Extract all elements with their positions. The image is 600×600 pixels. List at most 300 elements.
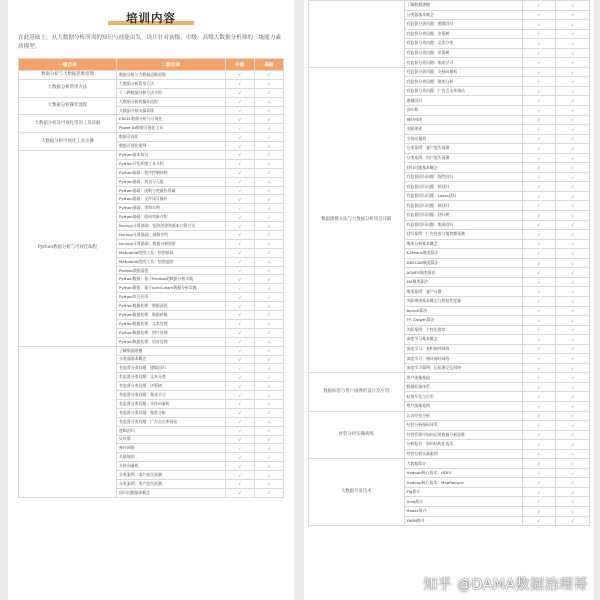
subtopic-cell: 大数据分析的操作流程 [117, 97, 226, 106]
subtopic-cell: 大数据简介 [404, 459, 522, 469]
intermediate-check: √ [522, 354, 556, 364]
intermediate-check: √ [225, 97, 254, 106]
header-intermediate: 中级 [225, 59, 254, 71]
advanced-check: √ [254, 195, 283, 204]
subtopic-cell: 分类器基本概念 [117, 355, 226, 364]
intermediate-check: √ [522, 306, 556, 316]
subtopic-cell: 分类案例：客户流失预测 [404, 144, 522, 154]
subtopic-cell: 有监督回归问题：集成回归 [404, 220, 522, 230]
advanced-check: √ [556, 401, 590, 411]
advanced-check: √ [254, 106, 283, 115]
advanced-check: √ [556, 1, 590, 11]
intermediate-check: √ [522, 449, 556, 459]
intermediate-check: √ [522, 296, 556, 306]
advanced-check: √ [556, 363, 590, 373]
subtopic-cell: 数据可视化 [117, 133, 226, 142]
intermediate-check: √ [225, 115, 254, 124]
intermediate-check: √ [225, 399, 254, 408]
intermediate-check: √ [225, 71, 254, 80]
subtopic-cell: 有监督分类问题：决策树 [404, 29, 522, 39]
subtopic-cell: 关联案例：个性化推荐 [404, 325, 522, 335]
subtopic-cell: 有监督分类问题：逻辑回归 [404, 20, 522, 30]
subtopic-cell: 关联规则 [404, 125, 522, 135]
table-row [19, 71, 284, 80]
subtopic-cell: Numpy计算基础：矩阵创建和基本计算方式 [117, 222, 226, 231]
intermediate-check: √ [522, 325, 556, 335]
advanced-check: √ [254, 382, 283, 391]
advanced-check: √ [254, 302, 283, 311]
subtopic-cell: FP-Growth算法 [404, 316, 522, 326]
advanced-check: √ [254, 124, 283, 133]
intermediate-check: √ [522, 67, 556, 77]
subtopic-cell: Python基本知识 [117, 151, 226, 160]
subtopic-cell: 有监督回归问题：回归树 [404, 211, 522, 221]
subtopic-cell: 分类案例：用户流失预测 [117, 479, 226, 488]
intermediate-check: √ [522, 77, 556, 87]
advanced-check: √ [556, 249, 590, 259]
intermediate-check: √ [522, 39, 556, 49]
intermediate-check: √ [522, 401, 556, 411]
subtopic-cell: DBSCAN聚类算法 [404, 258, 522, 268]
intermediate-check: √ [522, 211, 556, 221]
advanced-check: √ [254, 168, 283, 177]
advanced-check: √ [254, 142, 283, 151]
advanced-check: √ [254, 471, 283, 480]
intermediate-check: √ [522, 506, 556, 516]
category-cell: Python数据分析与可视化编程 [19, 151, 117, 347]
advanced-check: √ [556, 296, 590, 306]
intermediate-check: √ [522, 191, 556, 201]
intermediate-check: √ [225, 79, 254, 88]
subtopic-cell: Hive简介 [404, 497, 522, 507]
advanced-check: √ [254, 417, 283, 426]
subtopic-cell: 有监督分类问题：文本分类 [117, 373, 226, 382]
advanced-check: √ [254, 373, 283, 382]
intermediate-check: √ [225, 257, 254, 266]
subtopic-cell: Python基础：面向对象介绍 [117, 213, 226, 222]
advanced-check: √ [556, 106, 590, 116]
advanced-check: √ [556, 468, 590, 478]
intermediate-check: √ [522, 48, 556, 58]
subtopic-cell: 神经网络 [117, 444, 226, 453]
intermediate-check: √ [522, 497, 556, 507]
advanced-check: √ [254, 453, 283, 462]
intermediate-check: √ [225, 328, 254, 337]
subtopic-cell: 数据标签体系 [404, 382, 522, 392]
subtopic-cell: 了解数据建模 [404, 1, 522, 11]
subtopic-cell: 深度学习基本概念 [404, 335, 522, 345]
advanced-check: √ [254, 328, 283, 337]
page-heading: 培训内容 [126, 11, 176, 25]
advanced-check: √ [254, 213, 283, 222]
advanced-check: √ [556, 220, 590, 230]
intermediate-check: √ [225, 355, 254, 364]
advanced-check: √ [556, 182, 590, 192]
subtopic-cell: Python综合应用 [117, 293, 226, 302]
table-row [19, 97, 284, 106]
advanced-check: √ [556, 430, 590, 440]
subtopic-cell: Python数据处理：数据清洗 [117, 302, 226, 311]
advanced-check: √ [254, 444, 283, 453]
subtopic-cell: Python基础：文件读写操作 [117, 195, 226, 204]
advanced-check: √ [254, 462, 283, 471]
subtopic-cell: 关联规则 [117, 453, 226, 462]
category-cell: 数据建模方法与大数据分析项目详解 [309, 67, 405, 373]
subtopic-cell: Hadoop核心技术：HDFS [404, 468, 522, 478]
intermediate-check: √ [225, 88, 254, 97]
intermediate-check: √ [225, 231, 254, 240]
intermediate-check: √ [225, 408, 254, 417]
intermediate-check: √ [522, 344, 556, 354]
subtopic-cell: 有监督分类问题：文本分类 [404, 39, 522, 49]
advanced-check: √ [254, 133, 283, 142]
advanced-check: √ [556, 487, 590, 497]
subtopic-cell: 有监督回归问题：核回归 [404, 201, 522, 211]
advanced-check: √ [556, 506, 590, 516]
advanced-check: √ [556, 163, 590, 173]
right-document-page [304, 0, 594, 600]
subtopic-cell: 十二种数据分析方法介绍 [117, 88, 226, 97]
intermediate-check: √ [225, 488, 254, 497]
watermark: 知乎 @DAMA数据治理哥 [423, 577, 588, 593]
advanced-check: √ [556, 10, 590, 20]
intermediate-check: √ [225, 168, 254, 177]
table-header-row [19, 59, 284, 71]
intermediate-check: √ [522, 277, 556, 287]
advanced-check: √ [556, 125, 590, 135]
subtopic-cell: Power BI数据可视化工具 [117, 124, 226, 133]
subtopic-cell: 分类案例：用户流失预测 [404, 153, 522, 163]
advanced-check: √ [556, 230, 590, 240]
advanced-check: √ [556, 335, 590, 345]
intermediate-check: √ [225, 133, 254, 142]
subtopic-cell: Numpy计算基础：函数介绍 [117, 231, 226, 240]
advanced-check: √ [556, 325, 590, 335]
intermediate-check: √ [522, 220, 556, 230]
intermediate-check: √ [225, 382, 254, 391]
intermediate-check: √ [225, 417, 254, 426]
intermediate-check: √ [225, 213, 254, 222]
intermediate-check: √ [225, 391, 254, 400]
intermediate-check: √ [225, 293, 254, 302]
subtopic-cell: 分析报告：如何结构化表达 [404, 440, 522, 450]
advanced-check: √ [254, 79, 283, 88]
intermediate-check: √ [522, 58, 556, 68]
heading-area [8, 0, 294, 30]
category-cell: 大数据开发技术 [309, 459, 405, 526]
intermediate-check: √ [225, 177, 254, 186]
intermediate-check: √ [522, 29, 556, 39]
subtopic-cell: 支持向量机 [117, 462, 226, 471]
subtopic-cell: Matplotlib绘图工具：绘图进阶 [117, 257, 226, 266]
advanced-check: √ [254, 488, 283, 497]
advanced-check: √ [556, 258, 590, 268]
advanced-check: √ [556, 29, 590, 39]
advanced-check: √ [556, 411, 590, 421]
subtopic-cell: Python基础：列表与元组 [117, 177, 226, 186]
intermediate-check: √ [225, 426, 254, 435]
subtopic-cell: 数据分析与大数据思维原理 [117, 71, 226, 80]
advanced-check: √ [556, 153, 590, 163]
subtopic-cell: Python数据处理：文本处理 [117, 319, 226, 328]
subtopic-cell: 用户画像案例 [404, 401, 522, 411]
subtopic-cell: 有监督分类问题：决策树 [404, 48, 522, 58]
advanced-check: √ [254, 337, 283, 346]
header-level2: 二级目录 [117, 59, 226, 71]
advanced-check: √ [254, 177, 283, 186]
advanced-check: √ [556, 316, 590, 326]
advanced-check: √ [254, 399, 283, 408]
intermediate-check: √ [225, 204, 254, 213]
advanced-check: √ [254, 115, 283, 124]
subtopic-cell: Matplotlib绘图工具：绘图基础 [117, 248, 226, 257]
category-cell: 大数据分析常用方法 [19, 79, 117, 97]
intermediate-check: √ [522, 335, 556, 345]
subtopic-cell: 经营分析实战案例 [404, 449, 522, 459]
intermediate-check: √ [522, 316, 556, 326]
intermediate-check: √ [225, 239, 254, 248]
intermediate-check: √ [225, 222, 254, 231]
intermediate-check: √ [225, 124, 254, 133]
advanced-check: √ [254, 204, 283, 213]
subtopic-cell: 有监督分类问题：广告点击率预估 [404, 86, 522, 96]
advanced-check: √ [254, 186, 283, 195]
advanced-check: √ [556, 67, 590, 77]
intermediate-check: √ [522, 144, 556, 154]
advanced-check: √ [254, 293, 283, 302]
advanced-check: √ [254, 159, 283, 168]
subtopic-cell: 用户画像基础 [404, 373, 522, 383]
intermediate-check: √ [225, 106, 254, 115]
intermediate-check: √ [225, 319, 254, 328]
intermediate-check: √ [522, 115, 556, 125]
intermediate-check: √ [225, 186, 254, 195]
intermediate-check: √ [225, 159, 254, 168]
subtopic-cell: 有监督分类问题：支持向量机 [404, 67, 522, 77]
intermediate-check: √ [225, 435, 254, 444]
intermediate-check: √ [225, 364, 254, 373]
intermediate-check: √ [225, 151, 254, 160]
advanced-check: √ [254, 275, 283, 284]
subtopic-cell: Python数据处理：语音处理 [117, 337, 226, 346]
advanced-check: √ [254, 239, 283, 248]
advanced-check: √ [556, 77, 590, 87]
advanced-check: √ [254, 426, 283, 435]
advanced-check: √ [556, 39, 590, 49]
advanced-check: √ [556, 516, 590, 526]
category-cell: 大数据分析及可视化常用工具详解 [19, 115, 117, 133]
advanced-check: √ [254, 479, 283, 488]
advanced-check: √ [556, 58, 590, 68]
subtopic-cell: 经营分析指标体系 [404, 421, 522, 431]
subtopic-cell: 回归案例：广告投放与销售额预测 [404, 230, 522, 240]
intermediate-check: √ [522, 440, 556, 450]
advanced-check: √ [556, 96, 590, 106]
subtopic-cell: 关联规则基本概念与相似性度量 [404, 296, 522, 306]
subtopic-cell: 有监督分类问题：聚类分析 [117, 408, 226, 417]
advanced-check: √ [556, 421, 590, 431]
subtopic-cell: 大数据分析实操训练 [117, 106, 226, 115]
table-row [19, 151, 284, 160]
curriculum-table-left [18, 58, 284, 498]
advanced-check: √ [556, 382, 590, 392]
category-cell: 数据标签与用户画像的设计及应用 [309, 373, 405, 411]
subtopic-cell: YARN简介 [404, 516, 522, 526]
intermediate-check: √ [522, 268, 556, 278]
intermediate-check: √ [522, 1, 556, 11]
advanced-check: √ [254, 257, 283, 266]
advanced-check: √ [556, 306, 590, 316]
intermediate-check: √ [522, 363, 556, 373]
advanced-check: √ [556, 144, 590, 154]
intermediate-check: √ [522, 153, 556, 163]
subtopic-cell: Pig简介 [404, 487, 522, 497]
advanced-check: √ [556, 86, 590, 96]
advanced-check: √ [556, 268, 590, 278]
advanced-check: √ [556, 373, 590, 383]
category-cell [19, 346, 117, 497]
advanced-check: √ [254, 364, 283, 373]
subtopic-cell: 贝叶斯 [404, 106, 522, 116]
subtopic-cell: Hadoop核心技术：MapReduce [404, 478, 522, 488]
advanced-check: √ [556, 449, 590, 459]
intermediate-check: √ [522, 163, 556, 173]
advanced-check: √ [254, 231, 283, 240]
subtopic-cell: Python基础：函数与变量作用域 [117, 186, 226, 195]
advanced-check: √ [556, 392, 590, 402]
advanced-check: √ [254, 355, 283, 364]
category-cell: 大数据分析可视化工具实操 [19, 133, 117, 151]
intermediate-check: √ [225, 337, 254, 346]
advanced-check: √ [254, 266, 283, 275]
subtopic-cell: 逻辑回归 [404, 96, 522, 106]
intermediate-check: √ [522, 201, 556, 211]
intermediate-check: √ [522, 125, 556, 135]
subtopic-cell: 聚类案例：客户分群 [404, 287, 522, 297]
category-cell: 数据分析与大数据思维原理 [19, 71, 117, 80]
subtopic-cell: 有监督分类问题：广告点击率预估 [117, 417, 226, 426]
intermediate-check: √ [522, 382, 556, 392]
intermediate-check: √ [225, 302, 254, 311]
advanced-check: √ [556, 440, 590, 450]
intermediate-check: √ [522, 249, 556, 259]
subtopic-cell: 回归问题基本概念 [117, 488, 226, 497]
advanced-check: √ [556, 134, 590, 144]
advanced-check: √ [556, 211, 590, 221]
subtopic-cell: Numpy计算基础：数据分析进阶 [117, 239, 226, 248]
subtopic-cell: 标签开发与应用 [404, 392, 522, 402]
header-level1: 一级目录 [19, 59, 117, 71]
subtopic-cell: AGNES聚类算法 [404, 268, 522, 278]
intermediate-check: √ [522, 421, 556, 431]
subtopic-cell: Python开发环境工具介绍 [117, 159, 226, 168]
advanced-check: √ [254, 319, 283, 328]
curriculum-table-right [308, 0, 590, 526]
advanced-check: √ [556, 354, 590, 364]
intermediate-check: √ [225, 444, 254, 453]
subtopic-cell: Python数据处理：图片处理 [117, 328, 226, 337]
intermediate-check: √ [522, 287, 556, 297]
intermediate-check: √ [225, 195, 254, 204]
advanced-check: √ [254, 408, 283, 417]
intermediate-check: √ [225, 248, 254, 257]
subtopic-cell: 有监督回归问题：线性回归 [404, 172, 522, 182]
intermediate-check: √ [225, 462, 254, 471]
intermediate-check: √ [522, 182, 556, 192]
table-row [309, 1, 590, 11]
category-cell [309, 1, 405, 68]
advanced-check: √ [254, 284, 283, 293]
table-row [309, 67, 590, 77]
subtopic-cell: 分类案例：客户流失预测 [117, 471, 226, 480]
intermediate-check: √ [522, 430, 556, 440]
advanced-check: √ [556, 20, 590, 30]
subtopic-cell: 有监督分类问题：逻辑回归 [117, 364, 226, 373]
subtopic-cell: 深度学习：循环神经网络 [404, 354, 522, 364]
advanced-check: √ [556, 497, 590, 507]
intermediate-check: √ [522, 134, 556, 144]
subtopic-cell: 有监督分类问题：集成学习 [117, 391, 226, 400]
intermediate-check: √ [225, 266, 254, 275]
intermediate-check: √ [522, 230, 556, 240]
intermediate-check: √ [225, 479, 254, 488]
subtopic-cell: 回归问题基本概念 [404, 163, 522, 173]
intermediate-check: √ [225, 275, 254, 284]
subtopic-cell: 有监督回归问题：岭回归 [404, 182, 522, 192]
subtopic-cell: 认识经营分析 [404, 411, 522, 421]
advanced-check: √ [556, 478, 590, 488]
subtopic-cell: 有监督分类问题：决策树 [117, 382, 226, 391]
subtopic-cell: 分类器基本概念 [404, 10, 522, 20]
subtopic-cell: 深度学习案例：长短期记忆网络 [404, 363, 522, 373]
advanced-check: √ [254, 97, 283, 106]
advanced-check: √ [556, 172, 590, 182]
subtopic-cell: 数据可视化案例 [117, 142, 226, 151]
advanced-check: √ [556, 115, 590, 125]
subtopic-cell: K-Means聚类算法 [404, 249, 522, 259]
subtopic-cell: 支持向量机 [404, 134, 522, 144]
table-row [309, 373, 590, 383]
subtopic-cell: Python基础：类和实例 [117, 204, 226, 213]
category-cell: 经营分析实操训练 [309, 411, 405, 459]
subtopic-cell: 深度学习：卷积神经网络 [404, 344, 522, 354]
intermediate-check: √ [522, 478, 556, 488]
advanced-check: √ [254, 151, 283, 160]
table-row [19, 346, 284, 355]
subtopic-cell: Pandas数据清洗 [117, 266, 226, 275]
subtopic-cell: 有监督回归问题：Lasso回归 [404, 191, 522, 201]
intermediate-check: √ [522, 459, 556, 469]
subtopic-cell: 逻辑回归 [117, 426, 226, 435]
intermediate-check: √ [522, 411, 556, 421]
subtopic-cell: 了解数据建模 [117, 346, 226, 355]
category-cell: 大数据分析操作流程 [19, 97, 117, 115]
subtopic-cell: EM聚类算法 [404, 277, 522, 287]
intermediate-check: √ [225, 346, 254, 355]
intermediate-check: √ [225, 311, 254, 320]
subtopic-cell: 贝叶斯 [117, 435, 226, 444]
advanced-check: √ [254, 88, 283, 97]
advanced-check: √ [556, 239, 590, 249]
intermediate-check: √ [522, 468, 556, 478]
intermediate-check: √ [522, 392, 556, 402]
table-row [19, 133, 284, 142]
subtopic-cell: 有监督分类问题：集成学习 [404, 58, 522, 68]
subtopic-cell: 聚类分析基本概念 [404, 239, 522, 249]
intermediate-check: √ [225, 453, 254, 462]
intro-paragraph: 在此基础上，从大数据分析所需的知识与技能出发，设计针对初级、中级、高级大数据分析师的三级能力素质模型。 [18, 35, 281, 50]
intermediate-check: √ [225, 142, 254, 151]
